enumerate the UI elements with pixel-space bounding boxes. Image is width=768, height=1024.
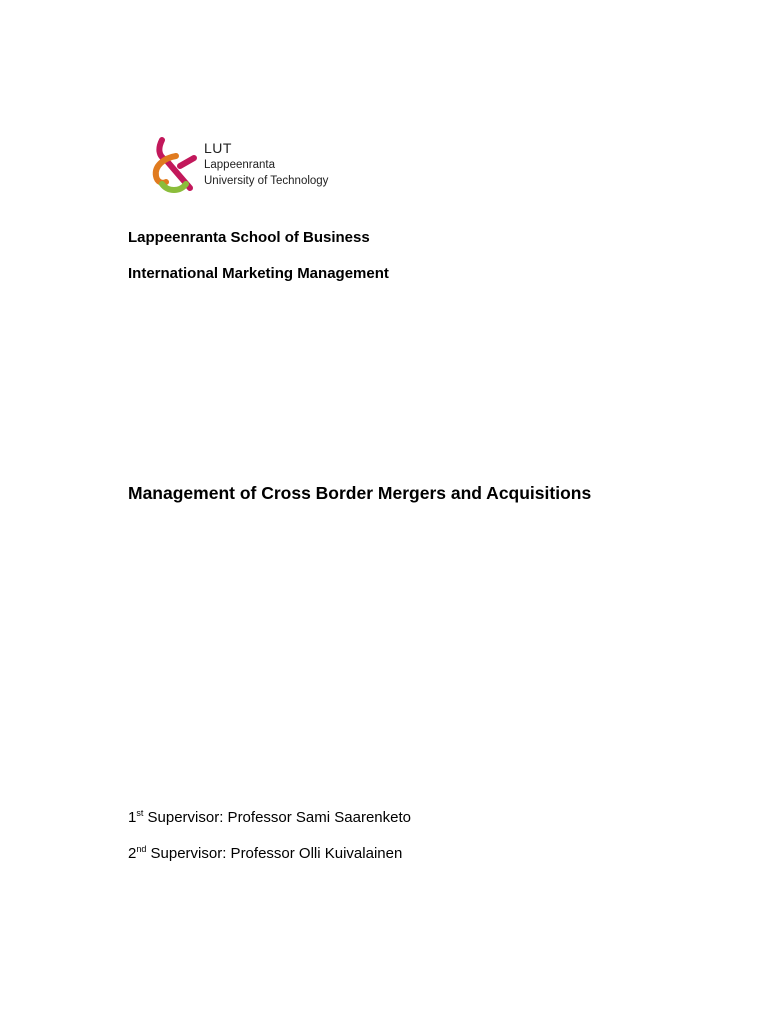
logo-name: LUT xyxy=(204,140,232,156)
first-supervisor-label: Supervisor: Professor Sami Saarenketo xyxy=(143,809,411,826)
first-supervisor-ordinal-suffix: st xyxy=(136,808,144,818)
logo-line-2: University of Technology xyxy=(204,175,329,187)
logo-text xyxy=(204,139,328,189)
university-logo xyxy=(150,136,360,198)
thesis-title: Management of Cross Border Mergers and Acquisitions xyxy=(128,483,592,503)
ampersand-logo-icon xyxy=(150,136,200,196)
second-supervisor-ordinal: 2 xyxy=(128,845,137,862)
logo-line-1: Lappeenranta xyxy=(204,159,275,171)
program-name: International Marketing Management xyxy=(128,265,389,282)
second-supervisor-ordinal-suffix: nd xyxy=(136,844,147,854)
first-supervisor-ordinal: 1 xyxy=(128,809,137,826)
first-supervisor xyxy=(128,808,411,828)
second-supervisor xyxy=(128,844,402,864)
second-supervisor-label: Supervisor: Professor Olli Kuivalainen xyxy=(146,845,403,862)
school-name: Lappeenranta School of Business xyxy=(128,229,370,246)
